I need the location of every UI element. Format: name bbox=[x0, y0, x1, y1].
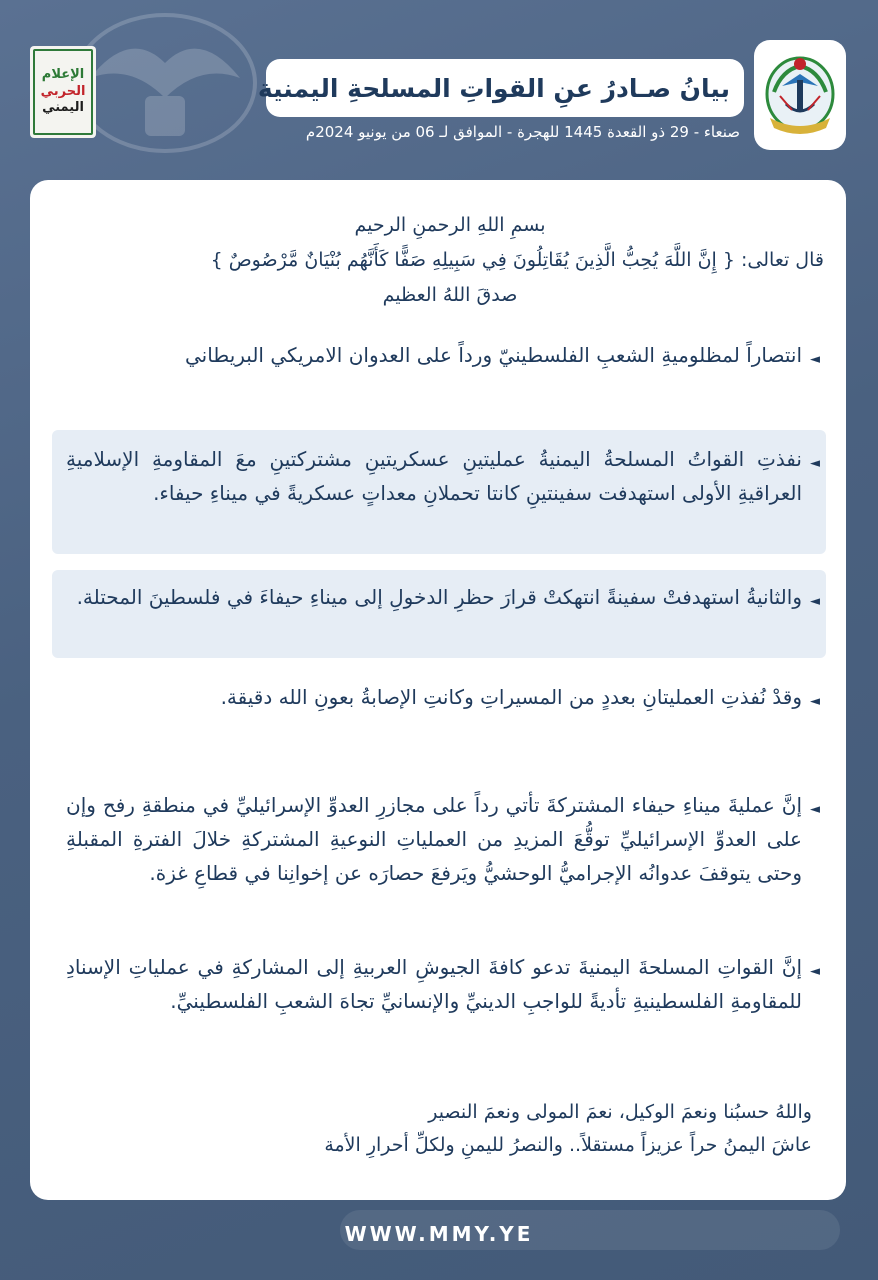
closing-line-1: واللهُ حسبُنا ونعمَ الوكيل، نعمَ المولى ونعمَ النصير bbox=[428, 1101, 812, 1123]
media-logo-line-1: الإعلام bbox=[41, 66, 85, 82]
statement-title-bar bbox=[257, 59, 744, 117]
page-title: بيانُ صـادرُ عنِ القواتِ المسلحةِ اليمنية bbox=[257, 73, 730, 103]
bullet-icon: ◄ bbox=[810, 802, 820, 817]
paragraph-1 bbox=[52, 338, 826, 412]
paragraph-text: نفذتِ القواتُ المسلحةُ اليمنيةُ عمليتينِ عسكريتينِ مشتركتينِ معَ المقاومةِ الإسلاميةِ العراقيةِ الأولى استهدفت سفينتينِ كانتا تحملانِ معداتٍ عسكريةً في ميناءِ حيفاء. bbox=[66, 447, 802, 505]
closing-section bbox=[70, 1096, 830, 1162]
paragraph-text: وقدْ نُفذتِ العمليتانِ بعددٍ من المسيراتِ وكانتِ الإصابةُ بعونِ الله دقيقة. bbox=[220, 685, 802, 709]
verse-closing: صدقَ اللهُ العظيم bbox=[382, 284, 518, 306]
media-logo-line-2: الحربي bbox=[40, 83, 86, 99]
eagle-watermark-icon bbox=[70, 8, 260, 158]
armed-forces-logo bbox=[754, 40, 846, 150]
paragraph-5 bbox=[52, 788, 826, 928]
armed-forces-emblem-icon bbox=[762, 52, 838, 138]
paragraph-3 bbox=[52, 570, 826, 658]
bullet-icon: ◄ bbox=[810, 964, 820, 979]
bullet-icon: ◄ bbox=[810, 352, 820, 367]
war-media-logo bbox=[30, 46, 96, 138]
bullet-icon: ◄ bbox=[810, 694, 820, 709]
bullet-icon: ◄ bbox=[810, 456, 820, 471]
closing-line-2: عاشَ اليمنُ حراً عزيزاً مستقلاً.. والنصرُ لليمنِ ولكلِّ أحرارِ الأمة bbox=[324, 1134, 812, 1156]
date-line: صنعاء - 29 ذو القعدة 1445 للهجرة - الموافق لـ 06 من يونيو 2024م bbox=[305, 123, 740, 141]
paragraph-text: إنَّ القواتِ المسلحةَ اليمنيةَ تدعو كافةَ الجيوشِ العربيةِ إلى المشاركةِ في عملياتِ الإسنادِ للمقاومةِ الفلسطينيةِ تأديةً للواجبِ الدينيِّ والإنسانيِّ تجاهَ الشعبِ الفلسطينيِّ. bbox=[66, 955, 802, 1013]
paragraph-text: إنَّ عمليةَ ميناءِ حيفاء المشتركةَ تأتي رداً على مجازرِ العدوِّ الإسرائيليِّ في منطقةِ رفح وإن على العدوِّ الإسرائيليِّ توقُّعَ المزيدِ من العملياتِ النوعيةِ المشتركةِ خلالَ الفترةِ المقبلةِ وحتى يتوقفَ عدوانُه الإجراميُّ الوحشيُّ ويَرفعَ حصارَه عن إخوانِنا في قطاعِ غزة. bbox=[66, 793, 802, 885]
statement-card bbox=[30, 180, 846, 1200]
website-url: WWW.MMY.YE bbox=[344, 1222, 534, 1246]
paragraph-6 bbox=[52, 950, 826, 1060]
media-logo-line-3: اليمني bbox=[42, 100, 84, 116]
paragraph-text: انتصاراً لمظلوميةِ الشعبِ الفلسطينيّ ورداً على العدوان الامريكي البريطاني bbox=[184, 343, 802, 367]
paragraph-text: والثانيةُ استهدفتْ سفينةً انتهكتْ قرارَ حظرِ الدخولِ إلى ميناءِ حيفاءَ في فلسطينَ المحتلة. bbox=[76, 585, 802, 609]
opening-section bbox=[70, 208, 830, 313]
basmala: بسمِ اللهِ الرحمنِ الرحيم bbox=[354, 214, 546, 236]
quran-verse: قال تعالى: { إِنَّ اللَّهَ يُحِبُّ الَّذِينَ يُقَاتِلُونَ فِي سَبِيلِهِ صَفًّا كَأَنَّهُم بُنْيَانٌ مَّرْصُوصٌ } bbox=[210, 249, 824, 271]
paragraph-2 bbox=[52, 430, 826, 554]
bullet-icon: ◄ bbox=[810, 594, 820, 609]
paragraph-4 bbox=[52, 680, 826, 754]
